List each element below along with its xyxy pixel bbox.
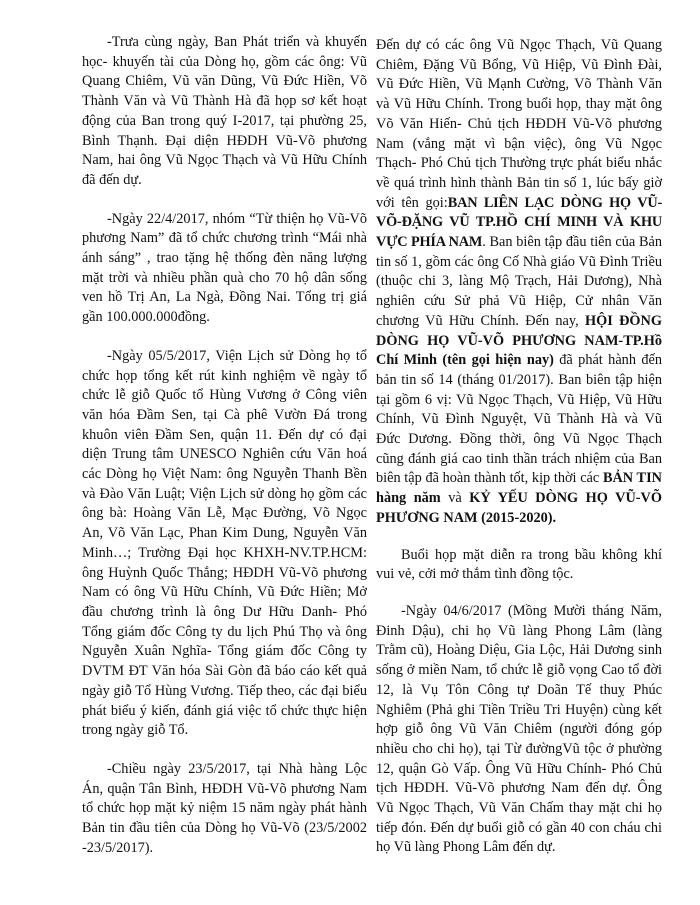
paragraph-bulletin-history <box>376 36 662 529</box>
paragraph-bulletin-anniversary: -Chiều ngày 23/5/2017, tại Nhà hàng Lộc Án, quận Tân Bình, HĐDH Vũ-Võ phương Nam tổ chức họp mặt kỷ niệm 15 năm ngày phát hành Bản tin đầu tiên của Dòng họ Vũ-Võ (23/5/2002 -23/5/2017). <box>82 760 367 856</box>
paragraph-charity-event: -Ngày 22/4/2017, nhóm “Từ thiện họ Vũ-Võ phương Nam” đã tổ chức chương trình “Mái nhà ánh sáng” , trao tặng hệ thống đèn năng lượng mặt trời và nhiều phần quà cho 70 hộ dân sống ven hồ Trị An, La Ngà, Đồng Nai. Tổng trị giá gần 100.000.000đồng. <box>82 210 367 326</box>
bulletin-history-text-1: Đến dự có các ông Vũ Ngọc Thạch, Vũ Quang Chiêm, Đặng Vũ Bổng, Vũ Hiệp, Vũ Đình Đài, Vũ Đức Hiền, Vũ Mạnh Cường, Võ Thành Văn và Vũ Hữu Chính. Trong buổi họp, thay mặt ông Võ Văn Hiến- Chủ tịch HĐDH Vũ-Võ phương Nam (vắng mặt vì bận việc), ông Vũ Ngọc Thạch- Phó Chủ tịch Thường trực phát biểu nhắc về quá trình hình thành Bản tin số 1, lúc bấy giờ với tên gọi: <box>376 37 662 211</box>
paragraph-meeting-atmosphere: Buổi họp mặt diễn ra trong bầu không khí vui vẻ, cởi mở thắm tình đồng tộc. <box>376 546 662 583</box>
annual-bulletin-label: BẢN TIN hàng năm <box>376 470 662 507</box>
current-council-name: HỘI ĐỒNG DÒNG HỌ VŨ-VÕ PHƯƠNG NAM-TP.Hồ Chí Minh (tên gọi hiện nay) <box>376 312 662 369</box>
bulletin-history-text-3: đã phát hành đến bản tin số 14 (tháng 01/2017). Ban biên tập hiện tại gồm 6 vị: Vũ Ngọc Thạch, Vũ Hiệp, Vũ Hữu Chính, Vũ Đình Nguyệt, Vũ Thành Hà và Vũ Đức Dương. Đồng thời, ông Vũ Ngọc Thạch cũng đánh giá cao tinh thần trách nhiệm của Ban biên tập đã hoàn thành tốt, kịp thời các <box>376 352 662 487</box>
paragraph-phong-lam-memorial: -Ngày 04/6/2017 (Mồng Mười tháng Năm, Đinh Dậu), chi họ Vũ làng Phong Lâm (làng Trằm cũ), Hoàng Diệu, Gia Lộc, Hải Dương sinh sống ở miền Nam, tổ chức lễ giỗ vọng Cao tổ đời 12, là Vụ Tôn Công tự Doãn Tế thuỵ Phúc Nghiêm (Phả ghi Tiền Triều Tri Huyện) cùng kết hợp giỗ ông Vũ Văn Chiêm (người đóng góp nhiều cho chi họ), tại Từ đườngVũ tộc ở phường 12, quận Gò Vấp. Ông Vũ Hữu Chính- Phó Chủ tịch HĐDH. Vũ-Võ phương Nam đến dự. Ông Vũ Ngọc Thạch, Vũ Văn Chấm thay mặt chi họ tiếp đón. Đến dự buổi giỗ có gần 40 con cháu chi họ Vũ làng Phong Lâm đến dự. <box>376 602 662 856</box>
yearbook-title: KỶ YẾU DÒNG HỌ VŨ-VÕ PHƯƠNG NAM (2015-2020). <box>376 490 662 526</box>
paragraph-quarter-meeting: -Trưa cùng ngày, Ban Phát triển và khuyến học- khuyến tài của Dòng họ, gồm các ông: Vũ Quang Chiêm, Vũ văn Dũng, Vũ Đức Hiền, Võ Thành Văn và Vũ Thành Hà đã họp sơ kết hoạt động của Ban trong quý I-2017, tại phường 25, Bình Thạnh. Đại diện HĐDH Vũ-Võ phương Nam, hai ông Vũ Ngọc Thạch và Vũ Hữu Chính đã đến dự. <box>82 34 367 188</box>
paragraph-history-institute-meeting: -Ngày 05/5/2017, Viện Lịch sử Dòng họ tổ chức họp tổng kết rút kinh nghiệm về ngày tổ chức lễ giỗ Quốc tổ Hùng Vương ở Công viên văn hóa Đầm Sen, tại Cà phê Vườn Đá trong khuôn viên Đầm Sen, quận 11. Đến dự có đại diện Trung tâm UNESCO Nghiên cứu Văn hoá các Dòng họ Việt Nam: ông Nguyễn Thanh Bền và Đào Văn Luật; Viện Lịch sử dòng họ gồm các ông bà: Hoàng Văn Lễ, Mạc Đường, Võ Ngọc An, Võ Văn Lạc, Phan Kim Dung, Nguyễn Văn Minh…; Trường Đại học KHXH-NV.TP.HCM: ông Huỳnh Quốc Thắng; HĐDH Vũ-Võ phương Nam có ông Vũ Hữu Chính, Vũ Đức Hiền; Mở đầu chương trình là ông Dư Hữu Danh- Phó Tổng giám đốc Công ty du lịch Phú Thọ và ông Nguyễn Xuân Nghĩa- Tổng giám đốc Công ty DVTM ĐT Văn hóa Sài Gòn đã báo cáo kết quả ngày giỗ Tổ Hùng Vương. Tiếp theo, các đại biểu phát biểu ý kiến, đánh giá việc tổ chức thực hiện trong ngày giỗ Tổ. <box>82 347 367 739</box>
bulletin-history-text-2: . Ban biên tập đầu tiên của Bản tin số 1, gồm các ông Cố Nhà giáo Vũ Đình Triều (thuộc chi 3, làng Mộ Trạch, Hải Dương), Nhà nghiên cứu Sử phả Vũ Hiệp, Cử nhân Văn chương Vũ Hữu Chính. Đến nay, <box>376 234 663 329</box>
left-column <box>82 33 367 877</box>
right-column <box>376 36 662 877</box>
former-bulletin-name: BAN LIÊN LẠC DÒNG HỌ VŨ-VÕ-ĐẶNG VŨ TP.HỒ CHÍ MINH VÀ KHU VỰC PHÍA NAM <box>376 194 662 251</box>
conjunction-text: và <box>448 490 462 507</box>
